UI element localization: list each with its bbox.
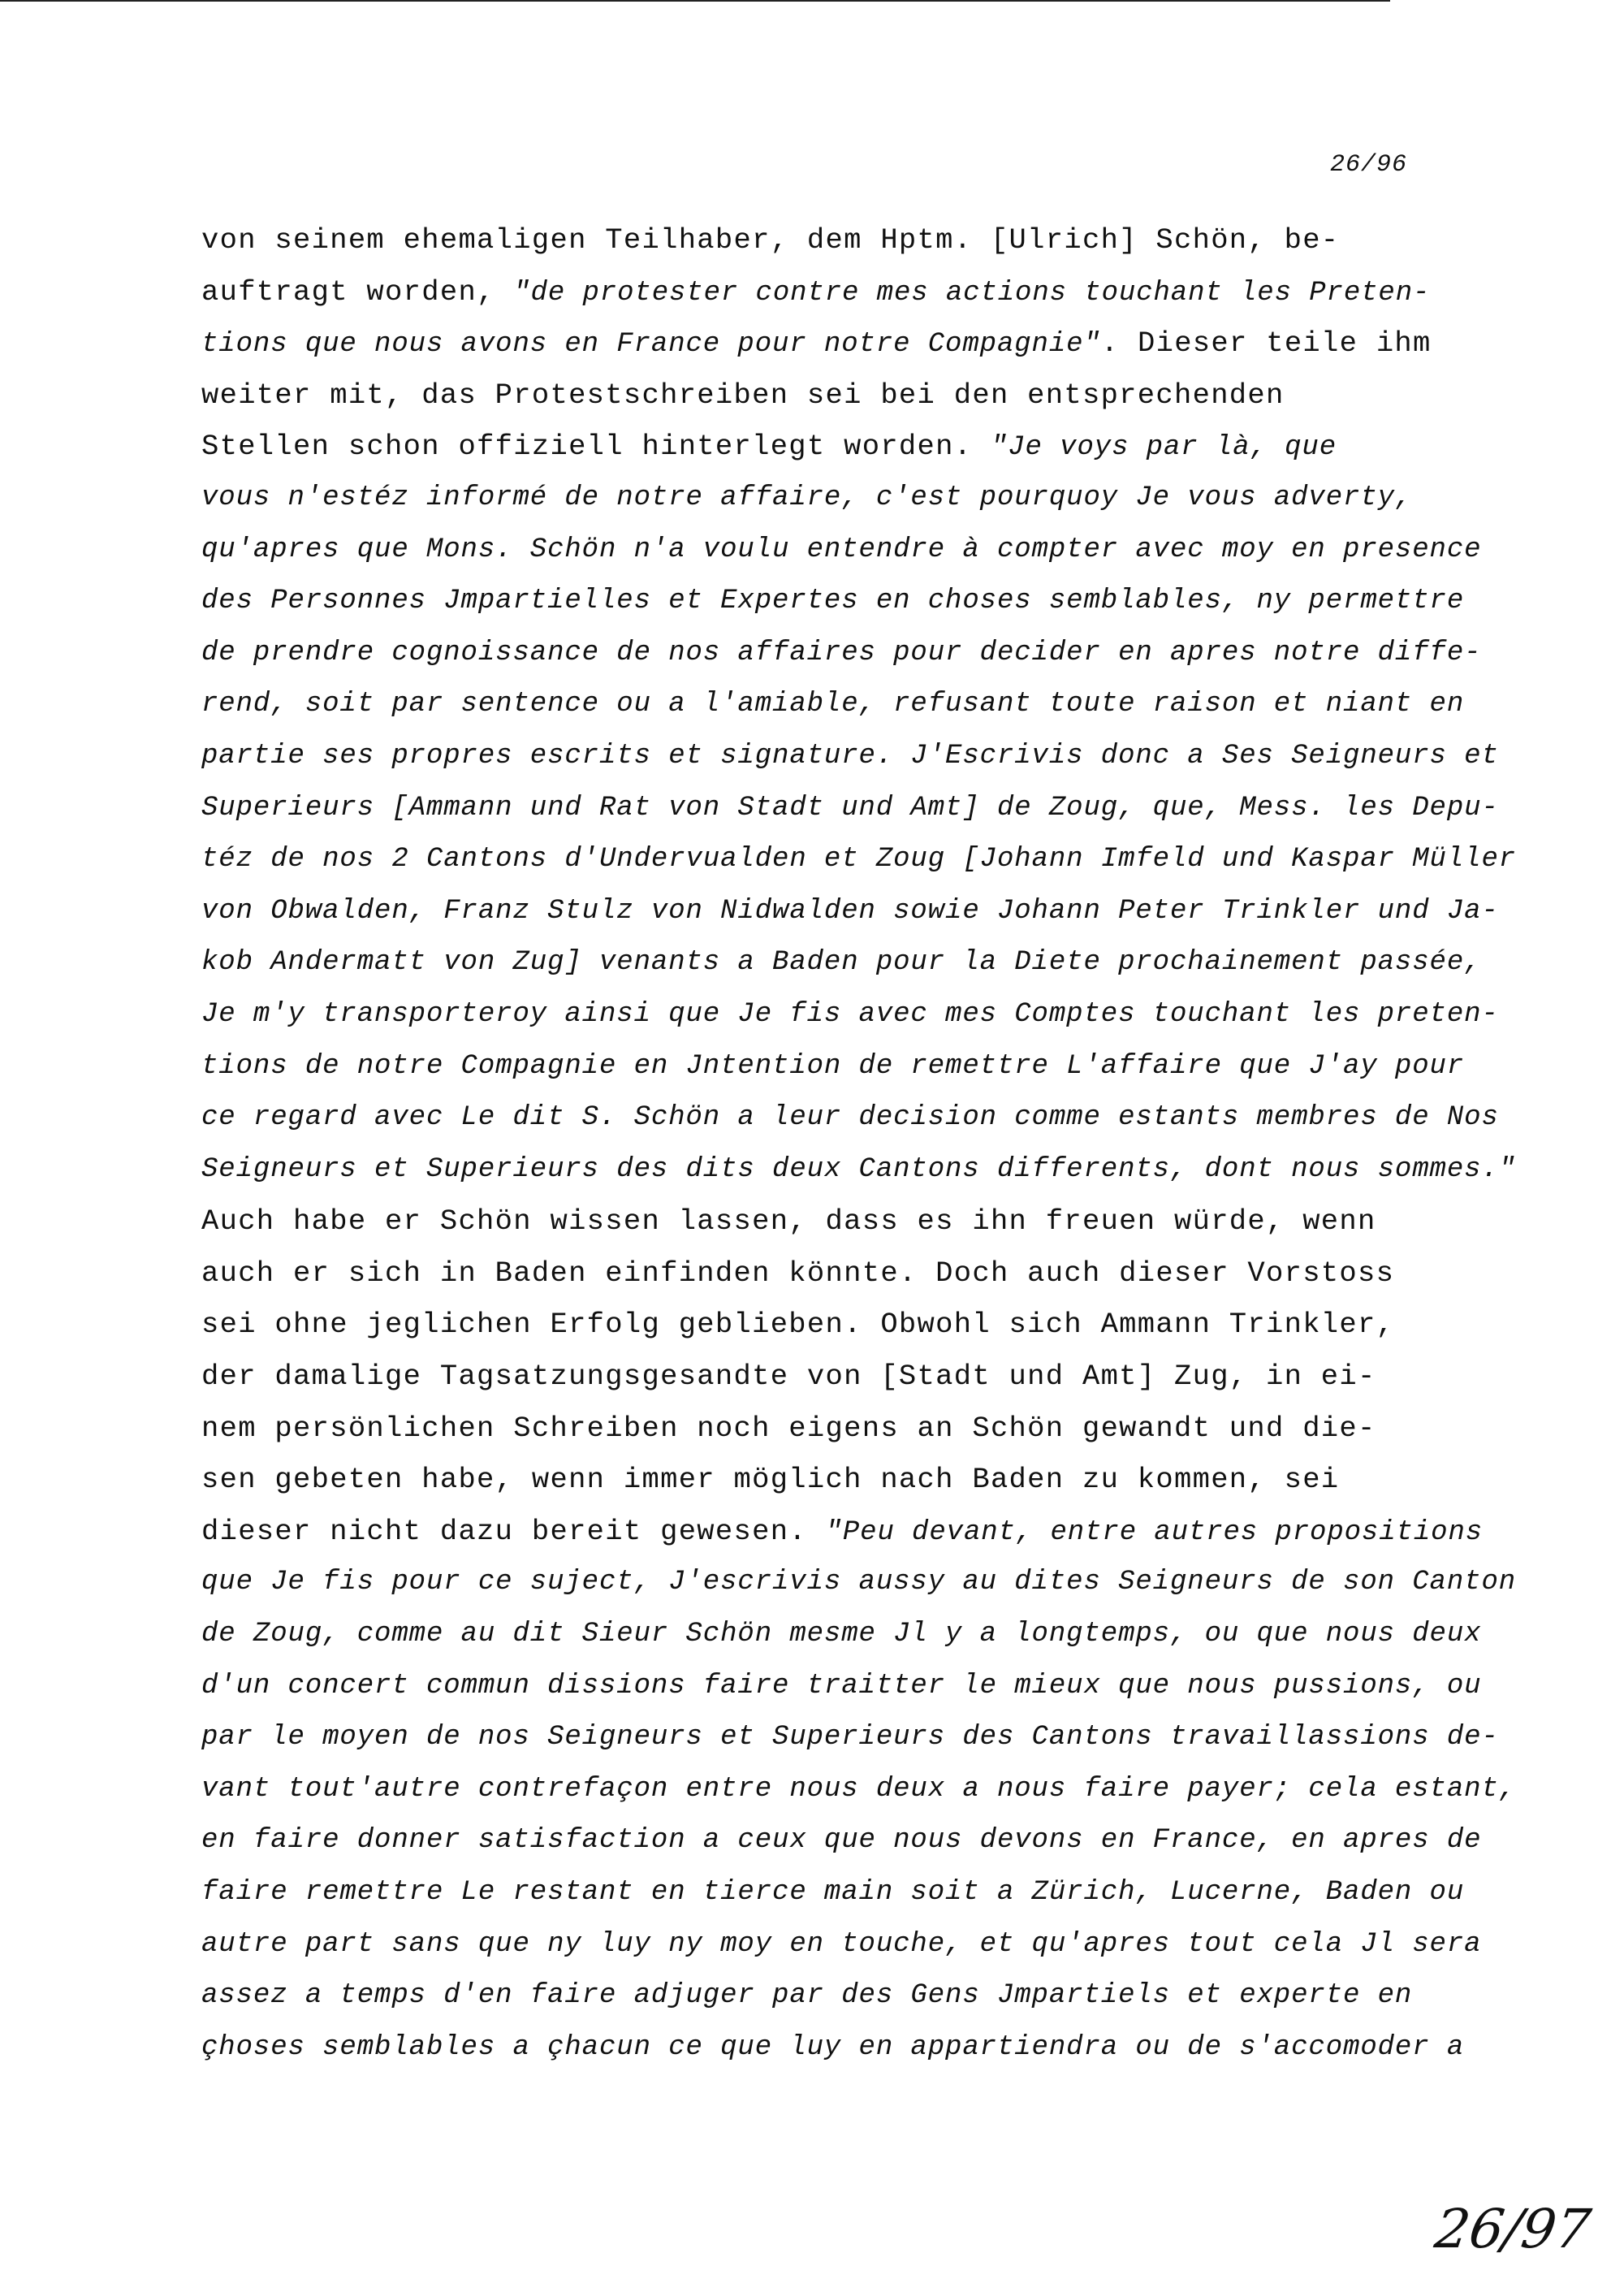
text-line: de prendre cognoissance de nos affaires pour decider en apres notre diffe- — [201, 637, 1482, 668]
text-line: kob Andermatt von Zug] venants a Baden pour la Diete prochainement passée, — [201, 947, 1482, 979]
roman-segment: auftragt worden, — [201, 275, 514, 309]
text-line: nem persönlichen Schreiben noch eigens an Schön gewandt und die- — [201, 1411, 1376, 1445]
text-line: vous n'estéz informé de notre affaire, c'est pourquoy Je vous adverty, — [201, 482, 1413, 513]
text-line: par le moyen de nos Seigneurs et Superieurs des Cantons travaillassions de- — [201, 1722, 1499, 1754]
text-line — [201, 1506, 1484, 1558]
text-line — [201, 318, 1484, 370]
body-text — [201, 214, 1517, 2074]
italic-quote-segment: tions que nous avons en France pour notre Compagnie" — [201, 329, 1101, 361]
italic-quote-segment: "Je voys par là, que — [990, 432, 1337, 464]
roman-segment: dieser nicht dazu bereit gewesen. — [201, 1514, 826, 1548]
text-line: von seinem ehemaligen Teilhaber, dem Hptm. [Ulrich] Schön, be- — [201, 223, 1340, 257]
text-line: ce regard avec Le dit S. Schön a leur decision comme estants membres de Nos — [201, 1102, 1499, 1134]
text-line: qu'apres que Mons. Schön n'a voulu entendre à compter avec moy en presence — [201, 534, 1482, 565]
text-line: de Zoug, comme au dit Sieur Schön mesme Jl y a longtemps, ou que nous deux — [201, 1619, 1482, 1650]
text-line: sen gebeten habe, wenn immer möglich nach Baden zu kommen, sei — [201, 1463, 1340, 1497]
text-line: tions de notre Compagnie en Jntention de remettre L'affaire que J'ay pour — [201, 1050, 1465, 1082]
text-line: que Je fis pour ce suject, J'escrivis aussy au dites Seigneurs de son Canton — [201, 1567, 1517, 1598]
text-line: sei ohne jeglichen Erfolg geblieben. Obwohl sich Ammann Trinkler, — [201, 1308, 1395, 1342]
page-number: 26/96 — [1330, 151, 1408, 179]
handwritten-archive-number: 26/97 — [1431, 2198, 1595, 2260]
text-line: çhoses semblables a çhacun ce que luy en appartiendra ou de s'accomoder a — [201, 2031, 1465, 2063]
text-line: rend, soit par sentence ou a l'amiable, refusant toute raison et niant en — [201, 689, 1465, 720]
italic-quote-segment: "de protester contre mes actions touchant les Preten- — [513, 277, 1431, 309]
roman-segment: . Dieser teile ihm — [1100, 327, 1432, 361]
text-line: en faire donner satisfaction a ceux que nous devons en France, en apres de — [201, 1825, 1482, 1857]
text-line: faire remettre Le restant en tierce main soit a Zürich, Lucerne, Baden ou — [201, 1877, 1465, 1908]
text-line: partie ses propres escrits et signature. J'Escrivis donc a Ses Seigneurs et — [201, 740, 1499, 772]
text-line: autre part sans que ny luy ny moy en touche, et qu'apres tout cela Jl sera — [201, 1928, 1482, 1960]
roman-segment: Stellen schon offiziell hinterlegt worden. — [201, 430, 991, 464]
text-line: assez a temps d'en faire adjuger par des Gens Jmpartiels et experte en — [201, 1980, 1413, 2012]
text-line: vant tout'autre contrefaçon entre nous deux a nous faire payer; cela estant, — [201, 1773, 1517, 1805]
text-line: Je m'y transporteroy ainsi que Je fis avec mes Comptes touchant les preten- — [201, 998, 1499, 1030]
italic-quote-segment: "Peu devant, entre autres propositions — [825, 1516, 1484, 1548]
text-line: weiter mit, das Protestschreiben sei bei den entsprechenden — [201, 378, 1285, 412]
text-line: Auch habe er Schön wissen lassen, dass es ihn freuen würde, wenn — [201, 1204, 1376, 1239]
top-border-rule — [0, 0, 1390, 2]
text-line: auch er sich in Baden einfinden könnte. Doch auch dieser Vorstoss — [201, 1256, 1395, 1290]
text-line: d'un concert commun dissions faire traitter le mieux que nous pussions, ou — [201, 1670, 1482, 1702]
text-line: Seigneurs et Superieurs des dits deux Cantons differents, dont nous sommes." — [201, 1153, 1517, 1185]
text-line: des Personnes Jmpartielles et Expertes en choses semblables, ny permettre — [201, 586, 1465, 617]
text-line — [201, 421, 1484, 473]
text-line — [201, 266, 1484, 318]
text-line: téz de nos 2 Cantons d'Undervualden et Zoug [Johann Imfeld und Kaspar Müller — [201, 844, 1517, 876]
text-line: von Obwalden, Franz Stulz von Nidwalden sowie Johann Peter Trinkler und Ja- — [201, 895, 1499, 927]
text-line: der damalige Tagsatzungsgesandte von [Stadt und Amt] Zug, in ei- — [201, 1360, 1376, 1394]
text-line: Superieurs [Ammann und Rat von Stadt und Amt] de Zoug, que, Mess. les Depu- — [201, 792, 1499, 824]
